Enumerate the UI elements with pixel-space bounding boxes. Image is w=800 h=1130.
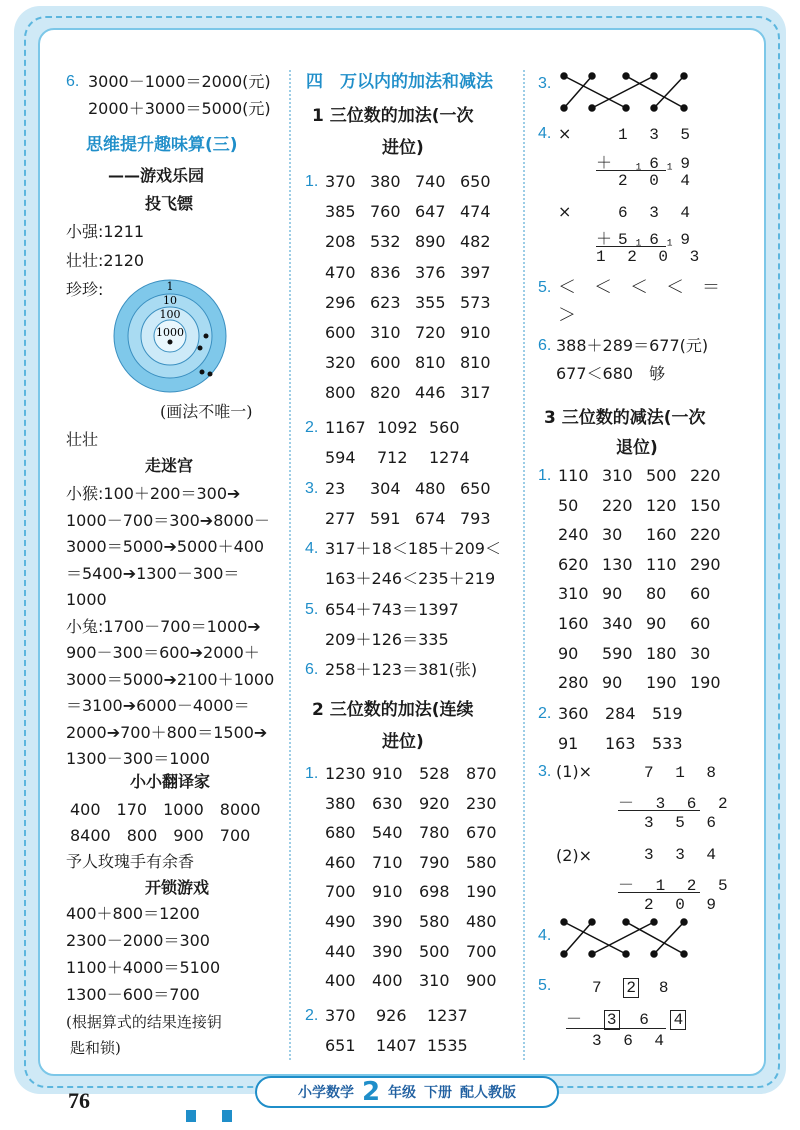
- r-q6-line2: 677＜680 够: [556, 364, 666, 383]
- answer-value: 910: [372, 764, 403, 783]
- answer-value: 310: [419, 971, 450, 991]
- s3-q3-p2: (2)×: [556, 846, 593, 865]
- answer-value: 385: [325, 202, 356, 222]
- answer-value: 793: [460, 509, 491, 528]
- rule: [596, 246, 666, 247]
- r-q5-line2: ＞: [558, 305, 576, 326]
- answer-value: 208: [325, 232, 356, 252]
- answer-value: 674: [415, 509, 446, 528]
- answer-value: 50: [558, 495, 579, 515]
- answer-value: 370: [325, 1006, 356, 1025]
- digit-box: 2: [623, 978, 639, 998]
- question-number: 2.: [538, 705, 552, 722]
- footer-badge: [255, 1076, 559, 1108]
- maze-line: 小兔:1700－700＝1000➔: [66, 616, 261, 636]
- answer-value: 1092: [377, 418, 418, 437]
- answer-value: 180: [646, 643, 677, 663]
- footer-decoration: [222, 1110, 232, 1122]
- answer-value: 90: [646, 614, 667, 633]
- answer-value: 700: [466, 941, 497, 961]
- answer-value: 680: [325, 823, 356, 843]
- answer-value: 480: [415, 479, 446, 498]
- answer-value: 500: [646, 466, 677, 485]
- dart-hit: [204, 334, 209, 339]
- question-number: 1.: [538, 467, 552, 484]
- answer-value: 710: [372, 852, 403, 872]
- answer-value: 698: [419, 882, 450, 902]
- question-number: 4.: [305, 540, 319, 557]
- digit: 8: [658, 979, 675, 997]
- answer-value: 310: [370, 323, 401, 342]
- dart-answer: 壮壮: [66, 430, 99, 449]
- answer-value: 240: [558, 525, 589, 545]
- lock-line: 1300－600＝700: [66, 985, 200, 1004]
- s1-title1: 1 三位数的加法(一次: [312, 106, 474, 126]
- answer-value: 651: [325, 1036, 356, 1055]
- answer-value: 400: [325, 971, 356, 991]
- answer-value: 340: [602, 614, 633, 633]
- answer-value: 532: [370, 232, 401, 252]
- dart-zhen: 珍珍:: [66, 280, 104, 299]
- dartboard-diagram: [110, 276, 230, 396]
- r-q4-b1: ＋ ₁6₁9: [596, 155, 697, 173]
- rule: [566, 1028, 666, 1029]
- s3-q5-result: 3 6 4: [592, 1032, 671, 1050]
- s3-q3-number: 3.: [538, 763, 552, 780]
- lock-note1: (根据算式的结果连接钥: [66, 1013, 222, 1031]
- r-q4-r1: 2 0 4: [618, 172, 697, 190]
- answer-value: 376: [415, 262, 446, 282]
- question-number: 2.: [305, 419, 319, 436]
- lock-note2: 匙和锁): [70, 1039, 121, 1057]
- answer-value: 926: [376, 1006, 407, 1025]
- rule: [618, 892, 700, 893]
- r-q4-r2: 1 2 0 3: [596, 248, 706, 266]
- answer-value: 1274: [429, 448, 470, 467]
- dart-title: 投飞镖: [145, 194, 194, 213]
- matching-lines-bottom: [556, 916, 726, 960]
- answer-value: 650: [460, 172, 491, 191]
- answer-value: 890: [415, 232, 446, 252]
- translate-row1: 400 170 1000 8000: [70, 800, 261, 819]
- s3-title1: 3 三位数的减法(一次: [544, 408, 706, 428]
- answer-value: 836: [370, 262, 401, 282]
- s3-q4-number: 4.: [538, 927, 552, 944]
- ring-label-100: 100: [159, 308, 181, 321]
- maze-line: 3000＝5000➔2100＋1000: [66, 669, 275, 689]
- answer-value: 110: [558, 466, 589, 485]
- answer-value: 590: [602, 643, 633, 663]
- answer-value: 460: [325, 852, 356, 872]
- dart-hit: [198, 346, 203, 351]
- answer-value: 900: [466, 971, 497, 991]
- answer-value: 304: [370, 479, 401, 498]
- answer-value: 280: [558, 673, 589, 693]
- answer-value: 220: [690, 466, 721, 485]
- answer-value: 296: [325, 292, 356, 312]
- answer-value: 390: [372, 912, 403, 931]
- answer-value: 500: [419, 941, 450, 961]
- maze-line: 3000＝5000➔5000＋400: [66, 537, 265, 556]
- lock-title: 开锁游戏: [145, 878, 210, 897]
- answer-value: 160: [646, 525, 677, 545]
- question-number: 5.: [305, 601, 319, 618]
- answer-value: 110: [646, 554, 677, 574]
- maze-title: 走迷宫: [145, 456, 194, 475]
- answer-value: 230: [466, 793, 497, 813]
- answer-value: 320: [325, 353, 356, 373]
- answer-value: 380: [370, 172, 401, 191]
- question-number: 2.: [305, 1007, 319, 1024]
- dart-hit: [168, 340, 173, 345]
- answer-value: 650: [460, 479, 491, 498]
- answer-value: 163: [605, 734, 636, 753]
- answer-value: 1167: [325, 418, 366, 437]
- maze-line: 1000－700＝300➔8000－: [66, 510, 270, 530]
- answer-value: 720: [415, 323, 446, 342]
- answer-value: 446: [415, 383, 446, 403]
- ring-label-10: 10: [163, 294, 177, 307]
- answer-value: 220: [690, 525, 721, 545]
- answer-value: 380: [325, 793, 356, 813]
- answer-value: 277: [325, 509, 356, 528]
- digit: 6: [639, 1011, 655, 1029]
- maze-line: 900－300＝600➔2000＋: [66, 643, 260, 662]
- r-q5-line1: ＜ ＜ ＜ ＜ ＝: [558, 277, 720, 298]
- answer-value: 600: [325, 323, 356, 342]
- r-q4-number: 4.: [538, 125, 552, 142]
- footer-grade-label: 年级: [388, 1085, 417, 1101]
- answer-value: 150: [690, 495, 721, 515]
- answer-value: 810: [460, 353, 491, 373]
- answer-value: 810: [415, 353, 446, 373]
- answer-value: 370: [325, 172, 356, 191]
- answer-value: 310: [602, 466, 633, 485]
- answer-value: 482: [460, 232, 491, 252]
- answer-value: 820: [370, 383, 401, 403]
- answer-value: 360: [558, 704, 589, 723]
- matching-lines-top: [556, 70, 726, 114]
- minus-sign: －: [566, 1011, 589, 1029]
- question-number: 6.: [305, 661, 319, 678]
- dart-hit: [208, 372, 213, 377]
- maze-line: 1000: [66, 590, 107, 609]
- r-q5-number: 5.: [538, 279, 552, 296]
- answer-value: 870: [466, 764, 497, 783]
- footer-subject: 小学数学: [297, 1085, 354, 1101]
- r-q6-number: 6.: [538, 337, 552, 354]
- answer-value: 670: [466, 823, 497, 843]
- question-number: 1.: [305, 173, 319, 190]
- answer-value: 910: [372, 882, 403, 902]
- answer-value: 528: [419, 764, 450, 783]
- translate-row2: 8400 800 900 700: [70, 826, 251, 845]
- question-number: 1.: [305, 765, 319, 782]
- answer-value: 400: [372, 971, 403, 991]
- answer-value: 910: [460, 323, 491, 342]
- answer-value: 712: [377, 448, 408, 467]
- maze-line: 1300－300＝1000: [66, 749, 210, 768]
- answer-value: 220: [602, 495, 633, 515]
- answer-value: 30: [602, 525, 623, 545]
- answer-value: 620: [558, 554, 589, 574]
- answer-value: 30: [690, 643, 711, 663]
- lock-line: 400＋800＝1200: [66, 904, 200, 923]
- rule: [596, 170, 666, 171]
- r-q6-line1: 388＋289＝677(元): [556, 336, 709, 355]
- question-number: 3.: [305, 480, 319, 497]
- s3-q3-b2: － 1 2 5: [618, 877, 734, 895]
- r-q4-a1: 1 3 5: [618, 126, 697, 144]
- q6-number: 6.: [66, 73, 80, 90]
- answer-value: 190: [690, 673, 721, 693]
- r-q3-number: 3.: [538, 75, 552, 92]
- dart-zhuang: 壮壮:2120: [66, 251, 145, 270]
- digit-box: 3: [604, 1010, 620, 1030]
- answer-value: 90: [602, 673, 623, 693]
- r-q4-mark1: ×: [558, 124, 572, 143]
- answer-value: 630: [372, 793, 403, 813]
- answer-value: 284: [605, 704, 636, 723]
- answer-value: 1407: [376, 1036, 417, 1055]
- unit-title: 四 万以内的加法和减法: [306, 72, 493, 92]
- footer-decoration: [186, 1110, 196, 1122]
- r-q4-mark2: ×: [558, 202, 572, 221]
- section-title: 思维提升趣味算(三): [86, 135, 238, 155]
- answer-value: 60: [690, 584, 711, 604]
- s2-title2: 进位): [382, 732, 424, 752]
- answer-value: 790: [419, 852, 450, 872]
- answer-value: 920: [419, 793, 450, 813]
- maze-line: ＝5400➔1300－300＝: [66, 563, 240, 583]
- answer-value: 60: [690, 614, 711, 633]
- q6-line2: 2000＋3000＝5000(元): [88, 99, 271, 118]
- answer-value: 80: [646, 584, 667, 604]
- answer-value: 580: [466, 852, 497, 872]
- answer-value: 1535: [427, 1036, 468, 1055]
- s3-q3-a1: 7 1 8: [644, 764, 723, 782]
- answer-value: 600: [370, 353, 401, 373]
- ring-label-1000: 1000: [156, 326, 184, 339]
- answer-value: 490: [325, 912, 356, 931]
- answer-value: 647: [415, 202, 446, 222]
- column-divider-2: [523, 70, 525, 1060]
- answer-value: 580: [419, 912, 450, 931]
- answer-line: 163＋246＜235＋219: [325, 569, 496, 588]
- answer-value: 317: [460, 383, 491, 403]
- q6-line1: 3000－1000＝2000(元): [88, 72, 271, 91]
- answer-value: 800: [325, 383, 356, 403]
- section-subtitle: ——游戏乐园: [108, 166, 205, 185]
- answer-value: 470: [325, 262, 356, 282]
- answer-value: 591: [370, 509, 401, 528]
- translate-row3: 予人玫瑰手有余香: [66, 852, 195, 871]
- answer-value: 190: [466, 882, 497, 902]
- s2-title1: 2 三位数的加法(连续: [312, 700, 474, 720]
- answer-line: 258＋123＝381(张): [325, 660, 478, 679]
- footer-edition: 配人教版: [460, 1085, 517, 1101]
- maze-line: 2000➔700＋800＝1500➔: [66, 722, 268, 742]
- translate-title: 小小翻译家: [130, 772, 211, 791]
- digit-box: 4: [670, 1010, 686, 1030]
- footer-grade-number: 2: [361, 1077, 381, 1107]
- answer-value: 440: [325, 941, 356, 961]
- answer-value: 290: [690, 554, 721, 574]
- answer-value: 623: [370, 292, 401, 312]
- answer-value: 355: [415, 292, 446, 312]
- answer-value: 700: [325, 882, 356, 902]
- answer-value: 91: [558, 734, 579, 753]
- maze-line: ＝3100➔6000－4000＝: [66, 696, 250, 715]
- s3-q5-row-a: [592, 978, 674, 998]
- answer-value: 397: [460, 262, 491, 282]
- answer-value: 474: [460, 202, 491, 222]
- s3-q5-row-b: [566, 1006, 690, 1030]
- answer-value: 310: [558, 584, 589, 604]
- s3-title2: 退位): [616, 438, 658, 458]
- answer-value: 160: [558, 614, 589, 633]
- answer-value: 90: [558, 643, 579, 663]
- s3-q3-b1: － 3 6 2: [618, 795, 734, 813]
- digit: 7: [592, 979, 608, 997]
- s3-q5-number: 5.: [538, 977, 552, 994]
- answer-value: 740: [415, 172, 446, 191]
- answer-value: 1237: [427, 1006, 468, 1025]
- s1-title2: 进位): [382, 138, 424, 158]
- column-divider-1: [289, 70, 291, 1060]
- r-q4-a2: 6 3 4: [618, 204, 697, 222]
- s3-q3-r1: 3 5 6: [644, 814, 723, 832]
- answer-value: 560: [429, 418, 460, 437]
- ring-label-1: 1: [166, 280, 174, 293]
- footer-volume: 下册: [424, 1085, 453, 1101]
- answer-value: 519: [652, 704, 683, 723]
- s3-q3-a2: 3 3 4: [644, 846, 723, 864]
- answer-value: 130: [602, 554, 633, 574]
- maze-line: 小猴:100＋200＝300➔: [66, 484, 241, 503]
- lock-line: 1100＋4000＝5100: [66, 958, 221, 977]
- answer-line: 654＋743＝1397: [325, 600, 459, 619]
- answer-value: 760: [370, 202, 401, 222]
- s3-q3-r2: 2 0 9: [644, 896, 723, 914]
- rule: [618, 810, 700, 811]
- answer-value: 540: [372, 823, 403, 843]
- answer-value: 120: [646, 495, 677, 515]
- answer-value: 90: [602, 584, 623, 604]
- answer-value: 190: [646, 673, 677, 693]
- lock-line: 2300－2000＝300: [66, 931, 210, 950]
- dart-note: (画法不唯一): [160, 402, 253, 421]
- page-number: 76: [68, 1088, 90, 1113]
- answer-value: 573: [460, 292, 491, 312]
- dart-qiang: 小强:1211: [66, 222, 145, 241]
- r-q4-b2: ＋5₁6₁9: [596, 231, 697, 249]
- answer-value: 480: [466, 912, 497, 931]
- answer-value: 390: [372, 941, 403, 961]
- answer-value: 23: [325, 479, 346, 498]
- answer-value: 1230: [325, 764, 366, 783]
- answer-value: 780: [419, 823, 450, 843]
- s3-q3-p1: (1)×: [556, 762, 593, 781]
- answer-value: 594: [325, 448, 356, 467]
- answer-value: 533: [652, 734, 683, 753]
- answer-line: 209＋126＝335: [325, 630, 449, 649]
- dart-hit: [200, 370, 205, 375]
- answer-line: 317＋18＜185＋209＜: [325, 539, 501, 558]
